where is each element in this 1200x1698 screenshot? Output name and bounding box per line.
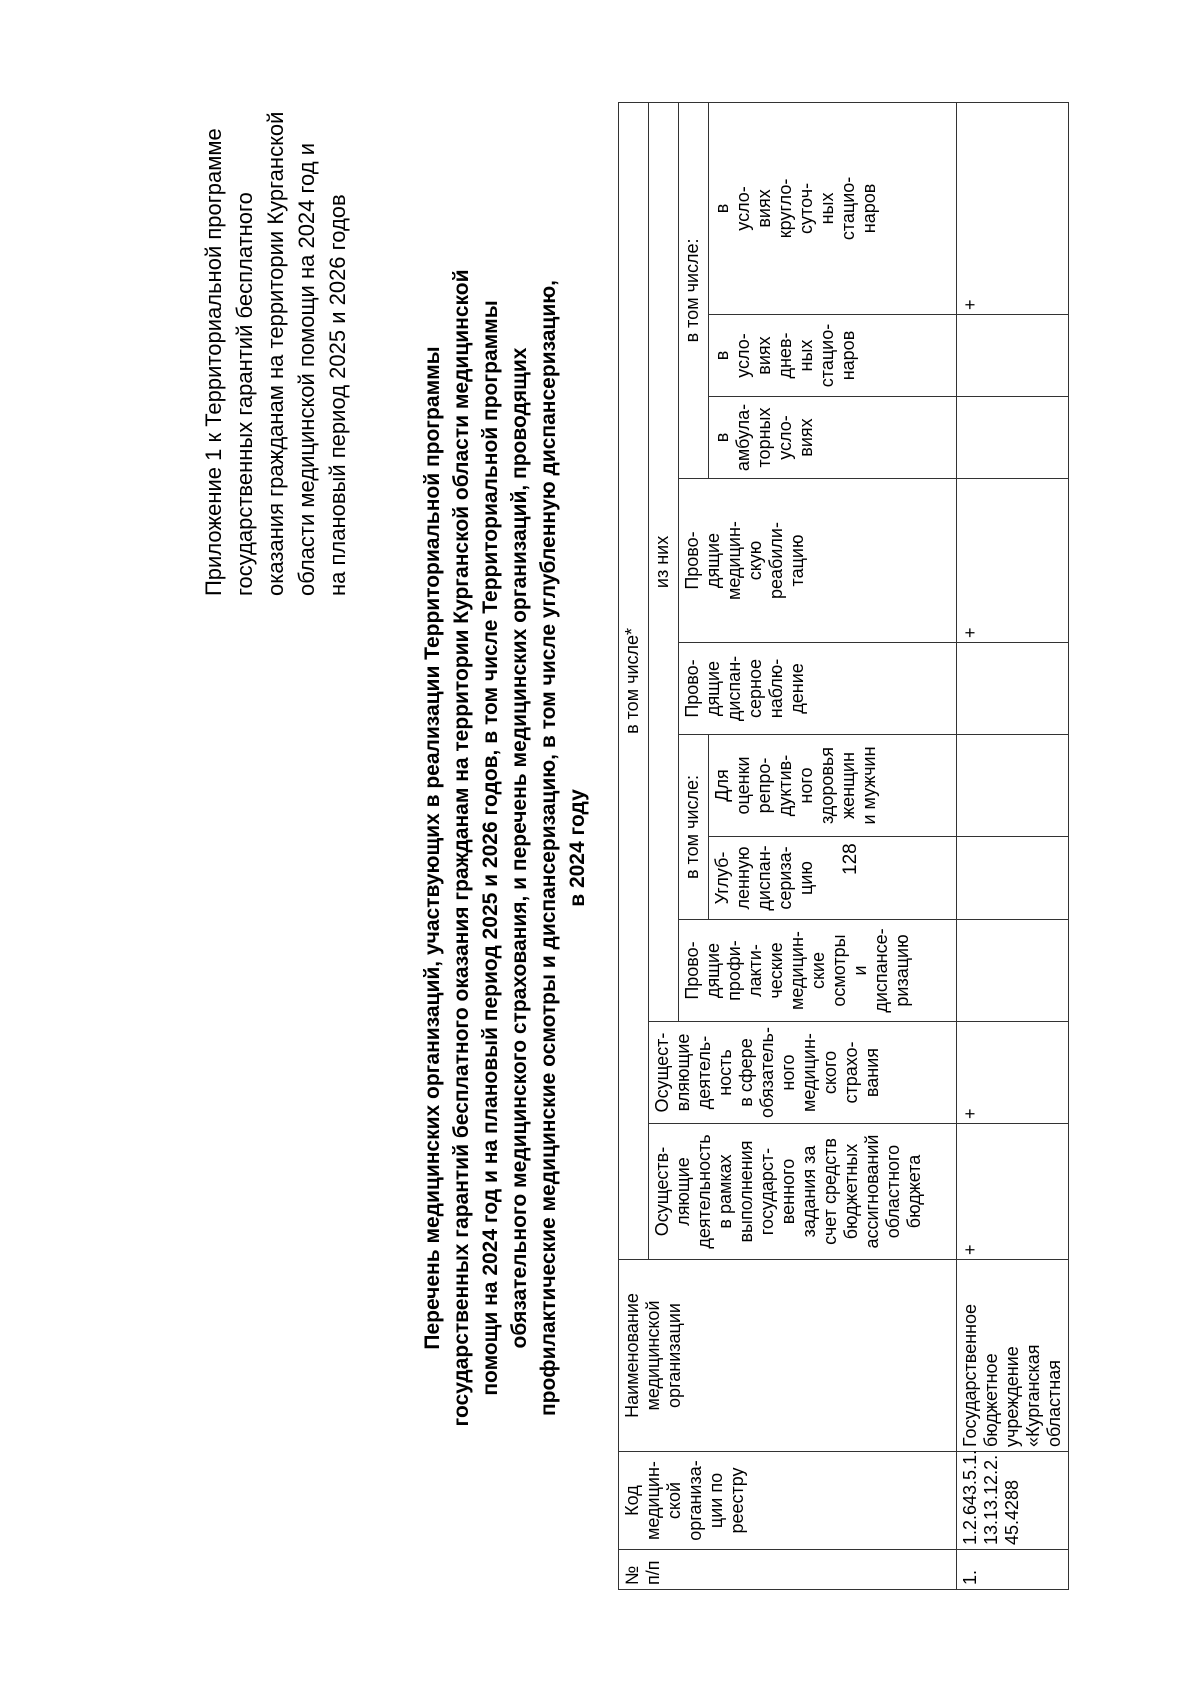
header-text: венного xyxy=(778,1158,798,1225)
header-text: виях xyxy=(754,336,774,375)
header-text: виях xyxy=(754,189,774,228)
header-text: диспансе- xyxy=(871,928,891,1013)
header-text: № xyxy=(622,1565,642,1585)
header-code xyxy=(619,1452,957,1550)
header-text: Углуб- xyxy=(712,851,732,905)
header-num xyxy=(619,1550,957,1590)
header-text: наров xyxy=(859,183,879,234)
header-text: кругло- xyxy=(775,178,795,239)
header-incl-2: в том числе: xyxy=(679,102,709,478)
header-text: медицинской xyxy=(643,1300,663,1411)
cell-oms: + xyxy=(957,1022,1069,1124)
header-text: Код xyxy=(622,1485,642,1516)
header-text: и xyxy=(850,965,870,976)
header-group-main: в том числе* xyxy=(619,102,649,1259)
title-line: Перечень медицинских организаций, участвующих в реализации Территориальной программы xyxy=(421,346,444,1350)
header-repro xyxy=(709,735,957,837)
header-text: счет средств xyxy=(820,1138,840,1245)
cell-rehab: + xyxy=(957,479,1069,643)
header-text: вляющие xyxy=(673,1033,693,1112)
header-text: здоровья xyxy=(817,746,837,825)
header-prof xyxy=(679,920,957,1022)
header-text: дуктив- xyxy=(775,754,795,817)
header-text: ские xyxy=(808,952,828,989)
header-text: ных xyxy=(796,339,816,372)
header-text: лакти- xyxy=(745,944,765,997)
cell-text: 45.4288 xyxy=(1002,1479,1022,1545)
header-from-them: из них xyxy=(649,102,679,1021)
header-text: дящие xyxy=(703,660,723,717)
header-text: диспан- xyxy=(724,655,744,722)
header-text: областного xyxy=(883,1144,903,1239)
header-text: торных xyxy=(754,407,774,468)
header-text: выполнения xyxy=(736,1140,756,1243)
cell-text: «Курганская областная xyxy=(1023,1344,1064,1447)
appendix-note xyxy=(198,76,353,596)
cell-text: бюджетное учреждение xyxy=(981,1346,1022,1447)
header-text: обязатель- xyxy=(757,1027,777,1118)
header-text: Осущест- xyxy=(652,1032,672,1113)
header-text: деятельность xyxy=(694,1134,714,1249)
header-text: медицин- xyxy=(799,1033,819,1112)
header-text: суточ- xyxy=(796,182,816,234)
header-text: усло- xyxy=(775,415,795,460)
header-round xyxy=(709,102,957,314)
cell-budget: + xyxy=(957,1124,1069,1260)
header-text: в рамках xyxy=(715,1154,735,1229)
cell-round: + xyxy=(957,102,1069,314)
header-text: ность xyxy=(715,1049,735,1096)
header-text: дящие xyxy=(703,532,723,589)
header-row xyxy=(619,102,649,1589)
cell-disp xyxy=(957,643,1069,735)
header-text: наблю- xyxy=(766,658,786,719)
cell-amb xyxy=(957,397,1069,479)
header-text: усло- xyxy=(733,333,753,378)
appendix-line: государственных гарантий бесплатного xyxy=(232,192,257,596)
header-day xyxy=(709,315,957,397)
header-text: ческие xyxy=(766,942,786,999)
title-line: профилактические медицинские осмотры и диспансеризацию, в том числе углубленную диспансеризацию, xyxy=(537,279,560,1417)
cell-repro xyxy=(957,735,1069,837)
header-text: реабили- xyxy=(766,522,786,599)
header-text: Прово- xyxy=(682,659,702,718)
appendix-line: Приложение 1 к Территориальной программе xyxy=(201,128,226,596)
header-text: бюджета xyxy=(904,1154,924,1229)
header-text: в xyxy=(712,203,732,214)
header-text: тацию xyxy=(787,534,807,587)
header-text: и мужчин xyxy=(859,746,879,825)
title-line: обязательного медицинского страхования, и перечень медицинских организаций, проводящих xyxy=(508,347,531,1349)
appendix-line: на плановый период 2025 и 2026 годов xyxy=(325,194,350,596)
cell-name xyxy=(957,1260,1069,1452)
cell-code xyxy=(957,1449,1069,1550)
appendix-line: области медицинской помощи на 2024 год и xyxy=(294,142,319,596)
cell-day xyxy=(957,315,1069,397)
header-text: ного xyxy=(778,1054,798,1091)
header-text: медицин- xyxy=(643,1461,663,1540)
cell-text: 13.13.12.2. xyxy=(981,1454,1001,1545)
header-text: медицин- xyxy=(787,931,807,1010)
header-disp xyxy=(679,643,957,735)
header-rehab xyxy=(679,479,957,643)
header-text: репро- xyxy=(754,757,774,814)
header-text: дение xyxy=(787,663,807,714)
header-text: реестру xyxy=(727,1467,747,1534)
header-text: диспан- xyxy=(754,845,774,911)
cell-prof xyxy=(957,920,1069,1022)
document-title xyxy=(418,158,592,1538)
header-text: Для xyxy=(712,769,732,802)
header-text: виях xyxy=(796,418,816,457)
header-oms xyxy=(649,1022,957,1124)
cell-deep xyxy=(957,837,1069,920)
header-text: осмотры xyxy=(829,934,849,1007)
header-text: Прово- xyxy=(682,531,702,590)
header-text: амбула- xyxy=(733,403,753,472)
header-text: сериза- xyxy=(775,846,795,910)
header-text: ляющие xyxy=(673,1157,693,1226)
header-text: государст- xyxy=(757,1147,777,1236)
header-text: женщин xyxy=(838,752,858,819)
header-text: ской xyxy=(664,1481,684,1520)
header-incl-1: в том числе: xyxy=(679,735,709,920)
header-text: бюджетных xyxy=(841,1143,861,1240)
cell-text: Государственное xyxy=(960,1304,980,1447)
header-text: ского xyxy=(820,1050,840,1095)
cell-text: 1.2.643.5.1. xyxy=(960,1449,980,1545)
header-budget xyxy=(649,1124,957,1260)
header-text: в xyxy=(712,432,732,443)
header-text: организа- xyxy=(685,1460,705,1541)
header-text: организации xyxy=(664,1303,684,1408)
header-text: вания xyxy=(862,1047,882,1098)
table-row xyxy=(957,102,1069,1589)
title-line: государственных гарантий бесплатного оказания гражданам на территории Курганской области медицинской xyxy=(450,269,473,1427)
header-text: серное xyxy=(745,659,765,718)
header-text: медицин- xyxy=(724,521,744,600)
header-deep xyxy=(709,837,957,920)
header-name xyxy=(619,1260,957,1452)
cell-num: 1. xyxy=(957,1550,1069,1590)
header-text: днев- xyxy=(775,332,795,379)
header-text: стацио- xyxy=(838,176,858,241)
header-amb xyxy=(709,397,957,479)
appendix-line: оказания гражданам на территории Курганской xyxy=(263,111,288,596)
header-text: задания за xyxy=(799,1145,819,1238)
header-text: ных xyxy=(817,192,837,225)
header-text: в xyxy=(712,350,732,361)
header-text: стацио- xyxy=(817,323,837,388)
header-text: страхо- xyxy=(841,1041,861,1104)
header-text: Осуществ- xyxy=(652,1146,672,1237)
header-text: профи- xyxy=(724,940,744,1001)
header-text: ленную xyxy=(733,846,753,910)
header-text: ризацию xyxy=(892,934,912,1007)
header-text: ного xyxy=(796,767,816,804)
organizations-table xyxy=(618,102,1069,1590)
header-text: в сфере xyxy=(736,1038,756,1107)
header-text: цию xyxy=(796,861,816,895)
header-text: ассигнований xyxy=(862,1134,882,1249)
header-text: оценки xyxy=(733,756,753,815)
header-text: деятель- xyxy=(694,1035,714,1110)
header-text: п/п xyxy=(643,1560,663,1585)
header-text: Наименование xyxy=(622,1293,642,1418)
title-line: в 2024 году xyxy=(566,789,589,907)
header-text: Прово- xyxy=(682,941,702,1000)
header-text: ции по xyxy=(706,1472,726,1529)
header-text: усло- xyxy=(733,186,753,231)
header-text: скую xyxy=(745,540,765,581)
title-line: помощи на 2024 год и на плановый период 2025 и 2026 годов, в том числе Территориальной программы xyxy=(479,300,502,1396)
page-number: 128 xyxy=(840,843,861,875)
header-text: наров xyxy=(838,330,858,381)
header-text: дящие xyxy=(703,942,723,999)
